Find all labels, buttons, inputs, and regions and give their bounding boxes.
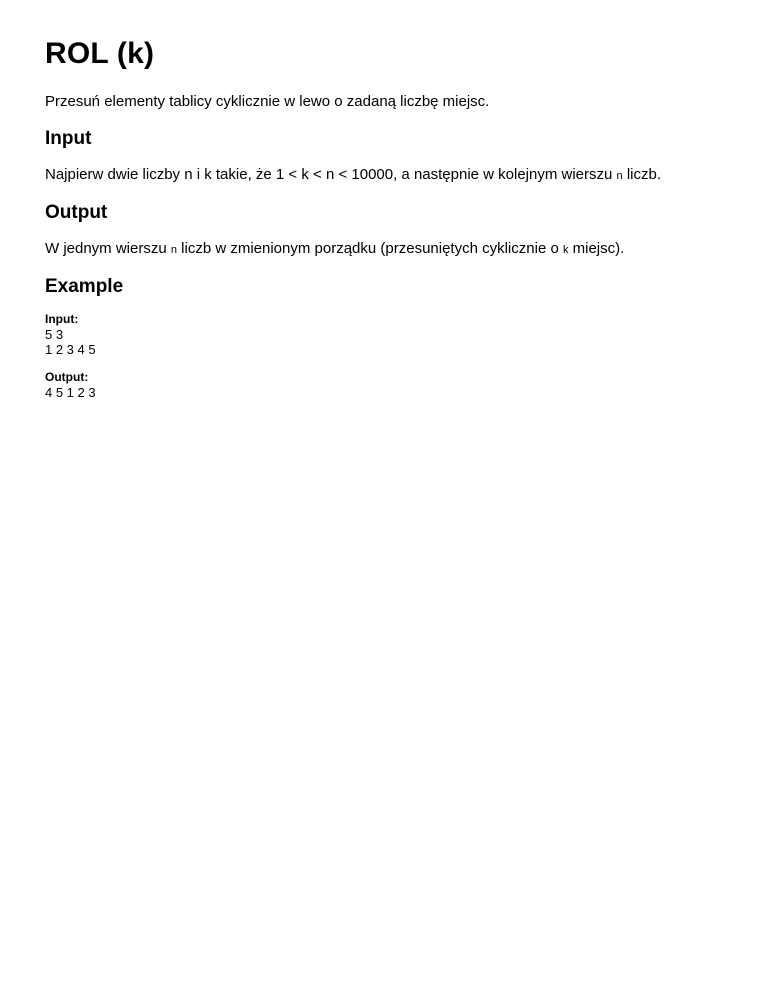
output-text-middle: liczb w zmienionym porządku (przesuniętych cyklicznie o — [176, 240, 563, 257]
input-text-before: Najpierw dwie liczby n i k takie, że 1 < k < n < 10000, a następnie w kolejnym wierszu — [45, 166, 617, 183]
example-heading: Example — [45, 276, 124, 297]
example-input-line: 5 3 — [45, 327, 64, 342]
example-input-label: Input: — [45, 312, 79, 326]
example-input-line: 1 2 3 4 5 — [45, 342, 96, 357]
output-var-k: k — [562, 244, 569, 256]
input-description — [45, 165, 745, 186]
example-block — [45, 312, 745, 400]
output-description — [45, 239, 745, 260]
problem-statement — [45, 36, 745, 400]
output-var-n: n — [170, 244, 177, 256]
example-output-label: Output: — [45, 370, 89, 384]
example-spacer — [45, 357, 745, 370]
input-var-n: n — [616, 170, 623, 182]
output-text-before: W jednym wierszu — [45, 240, 171, 257]
intro-text: Przesuń elementy tablicy cyklicznie w lewo o zadaną liczbę miejsc. — [45, 93, 490, 110]
input-heading: Input — [45, 128, 92, 149]
output-text-after: miejsc). — [568, 240, 625, 257]
example-output-line: 4 5 1 2 3 — [45, 385, 96, 400]
input-text-after: liczb. — [622, 166, 661, 183]
output-heading: Output — [45, 202, 108, 223]
page-title: ROL (k) — [45, 37, 155, 70]
